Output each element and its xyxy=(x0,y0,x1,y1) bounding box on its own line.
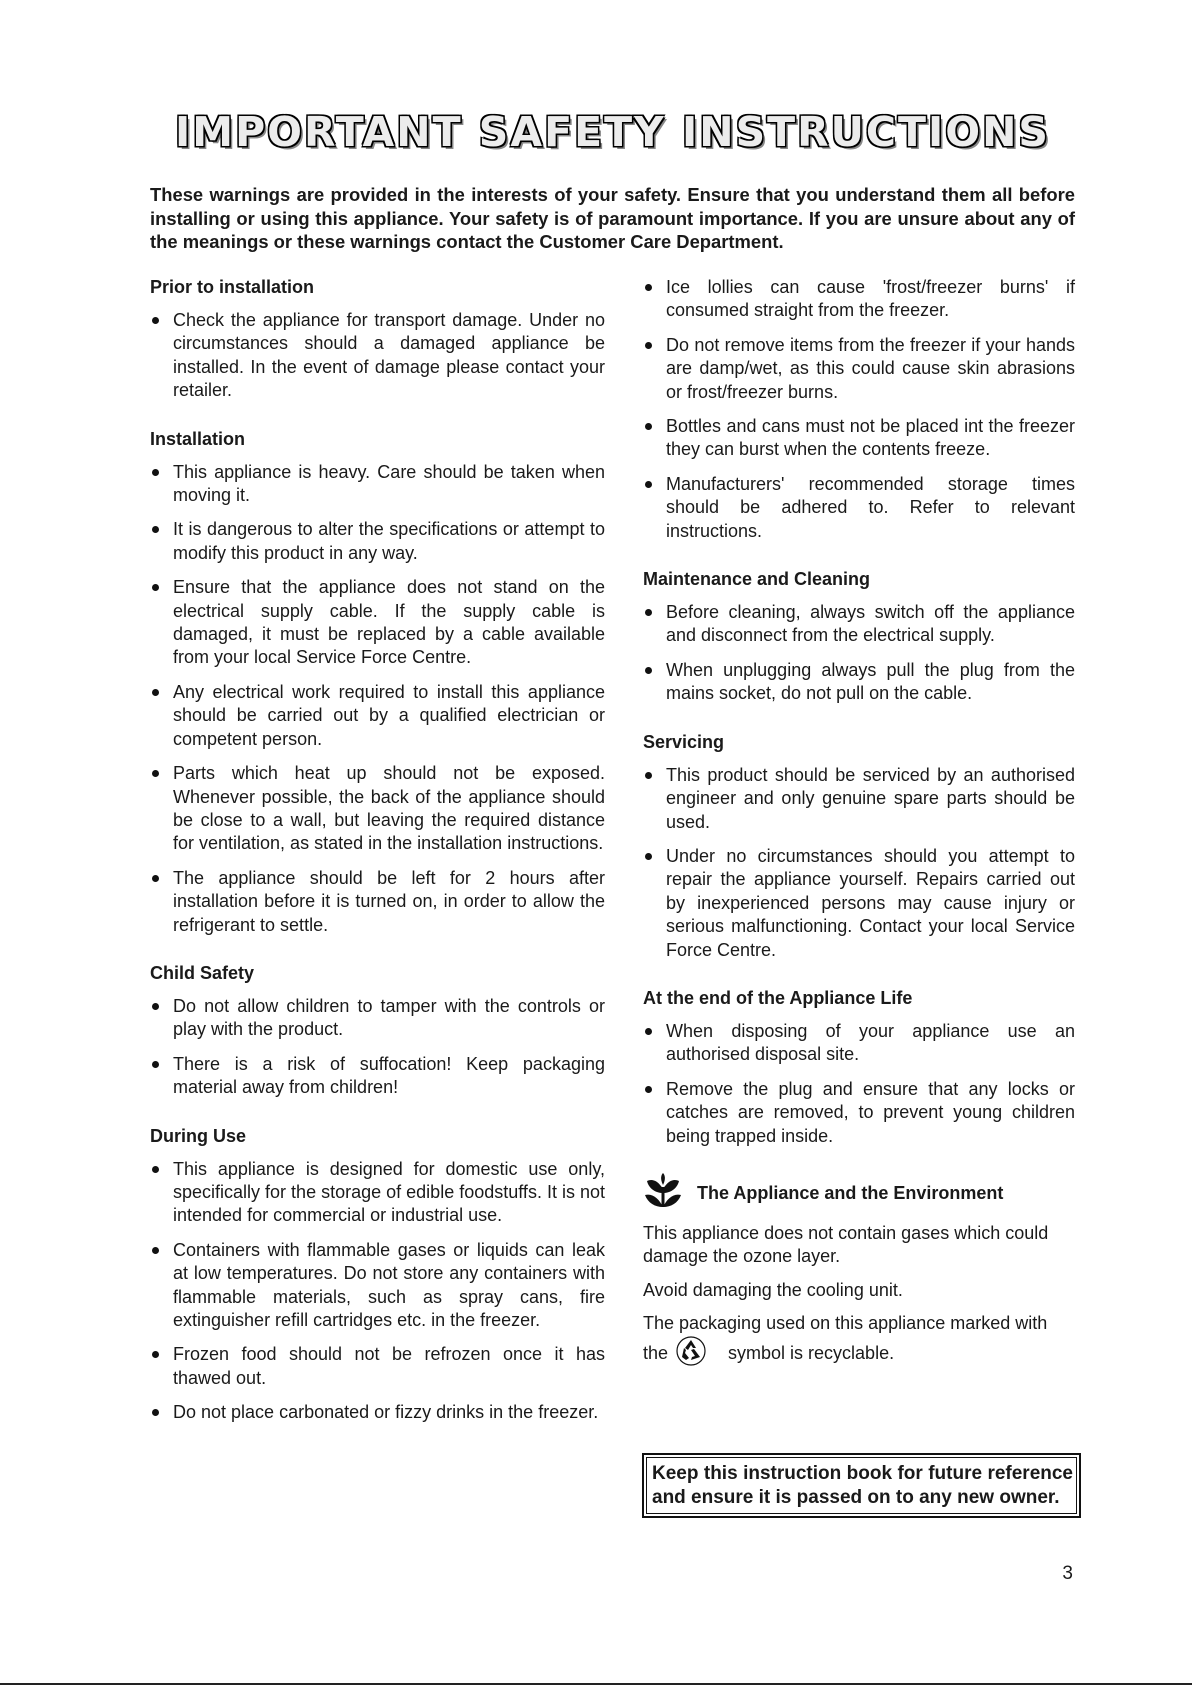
keep-instruction-notice: Keep this instruction book for future reference and ensure it is passed on to any new owner. xyxy=(642,1453,1081,1518)
section-heading: Installation xyxy=(150,428,246,449)
section-installation xyxy=(150,428,605,937)
environment-paragraph: This appliance does not contain gases which could damage the ozone layer. xyxy=(643,1222,1049,1267)
bullet-list xyxy=(643,601,1075,706)
environment-plant-icon xyxy=(643,1173,697,1214)
bullet-item: When disposing of your appliance use an authorised disposal site. xyxy=(643,1020,1075,1067)
bullet-item: Manufacturers' recommended storage times should be adhered to. Refer to relevant instructions. xyxy=(643,473,1075,543)
page-number: 3 xyxy=(1062,1563,1073,1584)
bullet-item: Containers with flammable gases or liquids can leak at low temperatures. Do not store any containers with flammable materials, such as spray cans, fire extinguisher refill cartridges etc. in the freezer. xyxy=(150,1239,605,1333)
bullet-item: This product should be serviced by an authorised engineer and only genuine spare parts should be used. xyxy=(643,764,1075,834)
bullet-item: Remove the plug and ensure that any locks or catches are removed, to prevent young children being trapped inside. xyxy=(643,1078,1075,1148)
bullet-list-during-use-continued xyxy=(643,276,1075,543)
right-column xyxy=(643,276,1075,1382)
section-maintenance-and-cleaning xyxy=(643,568,1075,706)
recycling-text-after-icon: symbol is recyclable. xyxy=(728,1342,895,1363)
bullet-item: Parts which heat up should not be exposed. Whenever possible, the back of the appliance should be close to a wall, but leaving the required distance for ventilation, as stated in the installation instructions. xyxy=(150,762,605,856)
bullet-item: Ensure that the appliance does not stand on the electrical supply cable. If the supply cable is damaged, it must be replaced by a cable available from your local Service Force Centre. xyxy=(150,576,605,670)
section-heading: Child Safety xyxy=(150,962,255,983)
environment-heading: The Appliance and the Environment xyxy=(697,1182,1004,1203)
bullet-item: It is dangerous to alter the specifications or attempt to modify this product in any way. xyxy=(150,518,605,565)
recycle-icon xyxy=(676,1336,706,1372)
bullet-list xyxy=(150,1158,605,1425)
left-column xyxy=(150,276,605,1450)
bullet-item: Do not place carbonated or fizzy drinks in the freezer. xyxy=(150,1401,605,1424)
environment-paragraph: Avoid damaging the cooling unit. xyxy=(643,1279,903,1300)
section-child-safety xyxy=(150,962,605,1100)
bullet-item: Check the appliance for transport damage. Under no circumstances should a damaged appliance be installed. In the event of damage please contact your retailer. xyxy=(150,309,605,403)
bullet-list xyxy=(150,309,605,403)
bullet-item: The appliance should be left for 2 hours after installation before it is turned on, in order to allow the refrigerant to settle. xyxy=(150,867,605,937)
page-title: IMPORTANT SAFETY INSTRUCTIONS xyxy=(175,108,1050,156)
bullet-list xyxy=(643,764,1075,962)
bullet-item: Bottles and cans must not be placed int the freezer they can burst when the contents freeze. xyxy=(643,415,1075,462)
bullet-item: Ice lollies can cause 'frost/freezer burns' if consumed straight from the freezer. xyxy=(643,276,1075,323)
section-heading: At the end of the Appliance Life xyxy=(643,987,913,1008)
environment-heading-row xyxy=(643,1173,1075,1214)
section-end-of-appliance-life xyxy=(643,987,1075,1148)
section-heading: During Use xyxy=(150,1125,247,1146)
bullet-list xyxy=(150,461,605,937)
bullet-item: This appliance is heavy. Care should be taken when moving it. xyxy=(150,461,605,508)
section-heading: Prior to installation xyxy=(150,277,315,297)
intro-paragraph: These warnings are provided in the interests of your safety. Ensure that you understand them all before installing or using this appliance. Your safety is of paramount importance. If you are unsure about any of the meanings or these warnings contact the Customer Care Department. xyxy=(150,184,1075,252)
bullet-list xyxy=(150,995,605,1100)
environment-paragraph-recycling xyxy=(643,1312,1075,1372)
bullet-item: Do not remove items from the freezer if your hands are damp/wet, as this could cause skin abrasions or frost/freezer burns. xyxy=(643,334,1075,404)
section-prior-to-installation xyxy=(150,276,605,403)
recycling-text-before-icon: the xyxy=(643,1342,669,1363)
section-heading: Maintenance and Cleaning xyxy=(643,569,871,590)
bullet-item: There is a risk of suffocation! Keep packaging material away from children! xyxy=(150,1053,605,1100)
section-environment xyxy=(643,1173,1075,1372)
bullet-item: This appliance is designed for domestic use only, specifically for the storage of edible foodstuffs. It is not intended for commercial or industrial use. xyxy=(150,1158,605,1228)
section-heading: Servicing xyxy=(643,731,725,752)
bullet-item: Under no circumstances should you attempt to repair the appliance yourself. Repairs carried out by inexperienced persons may cause injury or serious malfunctioning. Contact your local Service Force Centre. xyxy=(643,845,1075,962)
bullet-item: Do not allow children to tamper with the controls or play with the product. xyxy=(150,995,605,1042)
section-servicing xyxy=(643,731,1075,962)
bullet-item: Frozen food should not be refrozen once it has thawed out. xyxy=(150,1343,605,1390)
bullet-item: Before cleaning, always switch off the appliance and disconnect from the electrical supply. xyxy=(643,601,1075,648)
recycling-text-line-1: The packaging used on this appliance marked with xyxy=(643,1313,1048,1334)
bullet-list xyxy=(643,1020,1075,1148)
bullet-item: When unplugging always pull the plug from the mains socket, do not pull on the cable. xyxy=(643,659,1075,706)
section-during-use xyxy=(150,1125,605,1425)
bullet-item: Any electrical work required to install this appliance should be carried out by a qualified electrician or competent person. xyxy=(150,681,605,751)
